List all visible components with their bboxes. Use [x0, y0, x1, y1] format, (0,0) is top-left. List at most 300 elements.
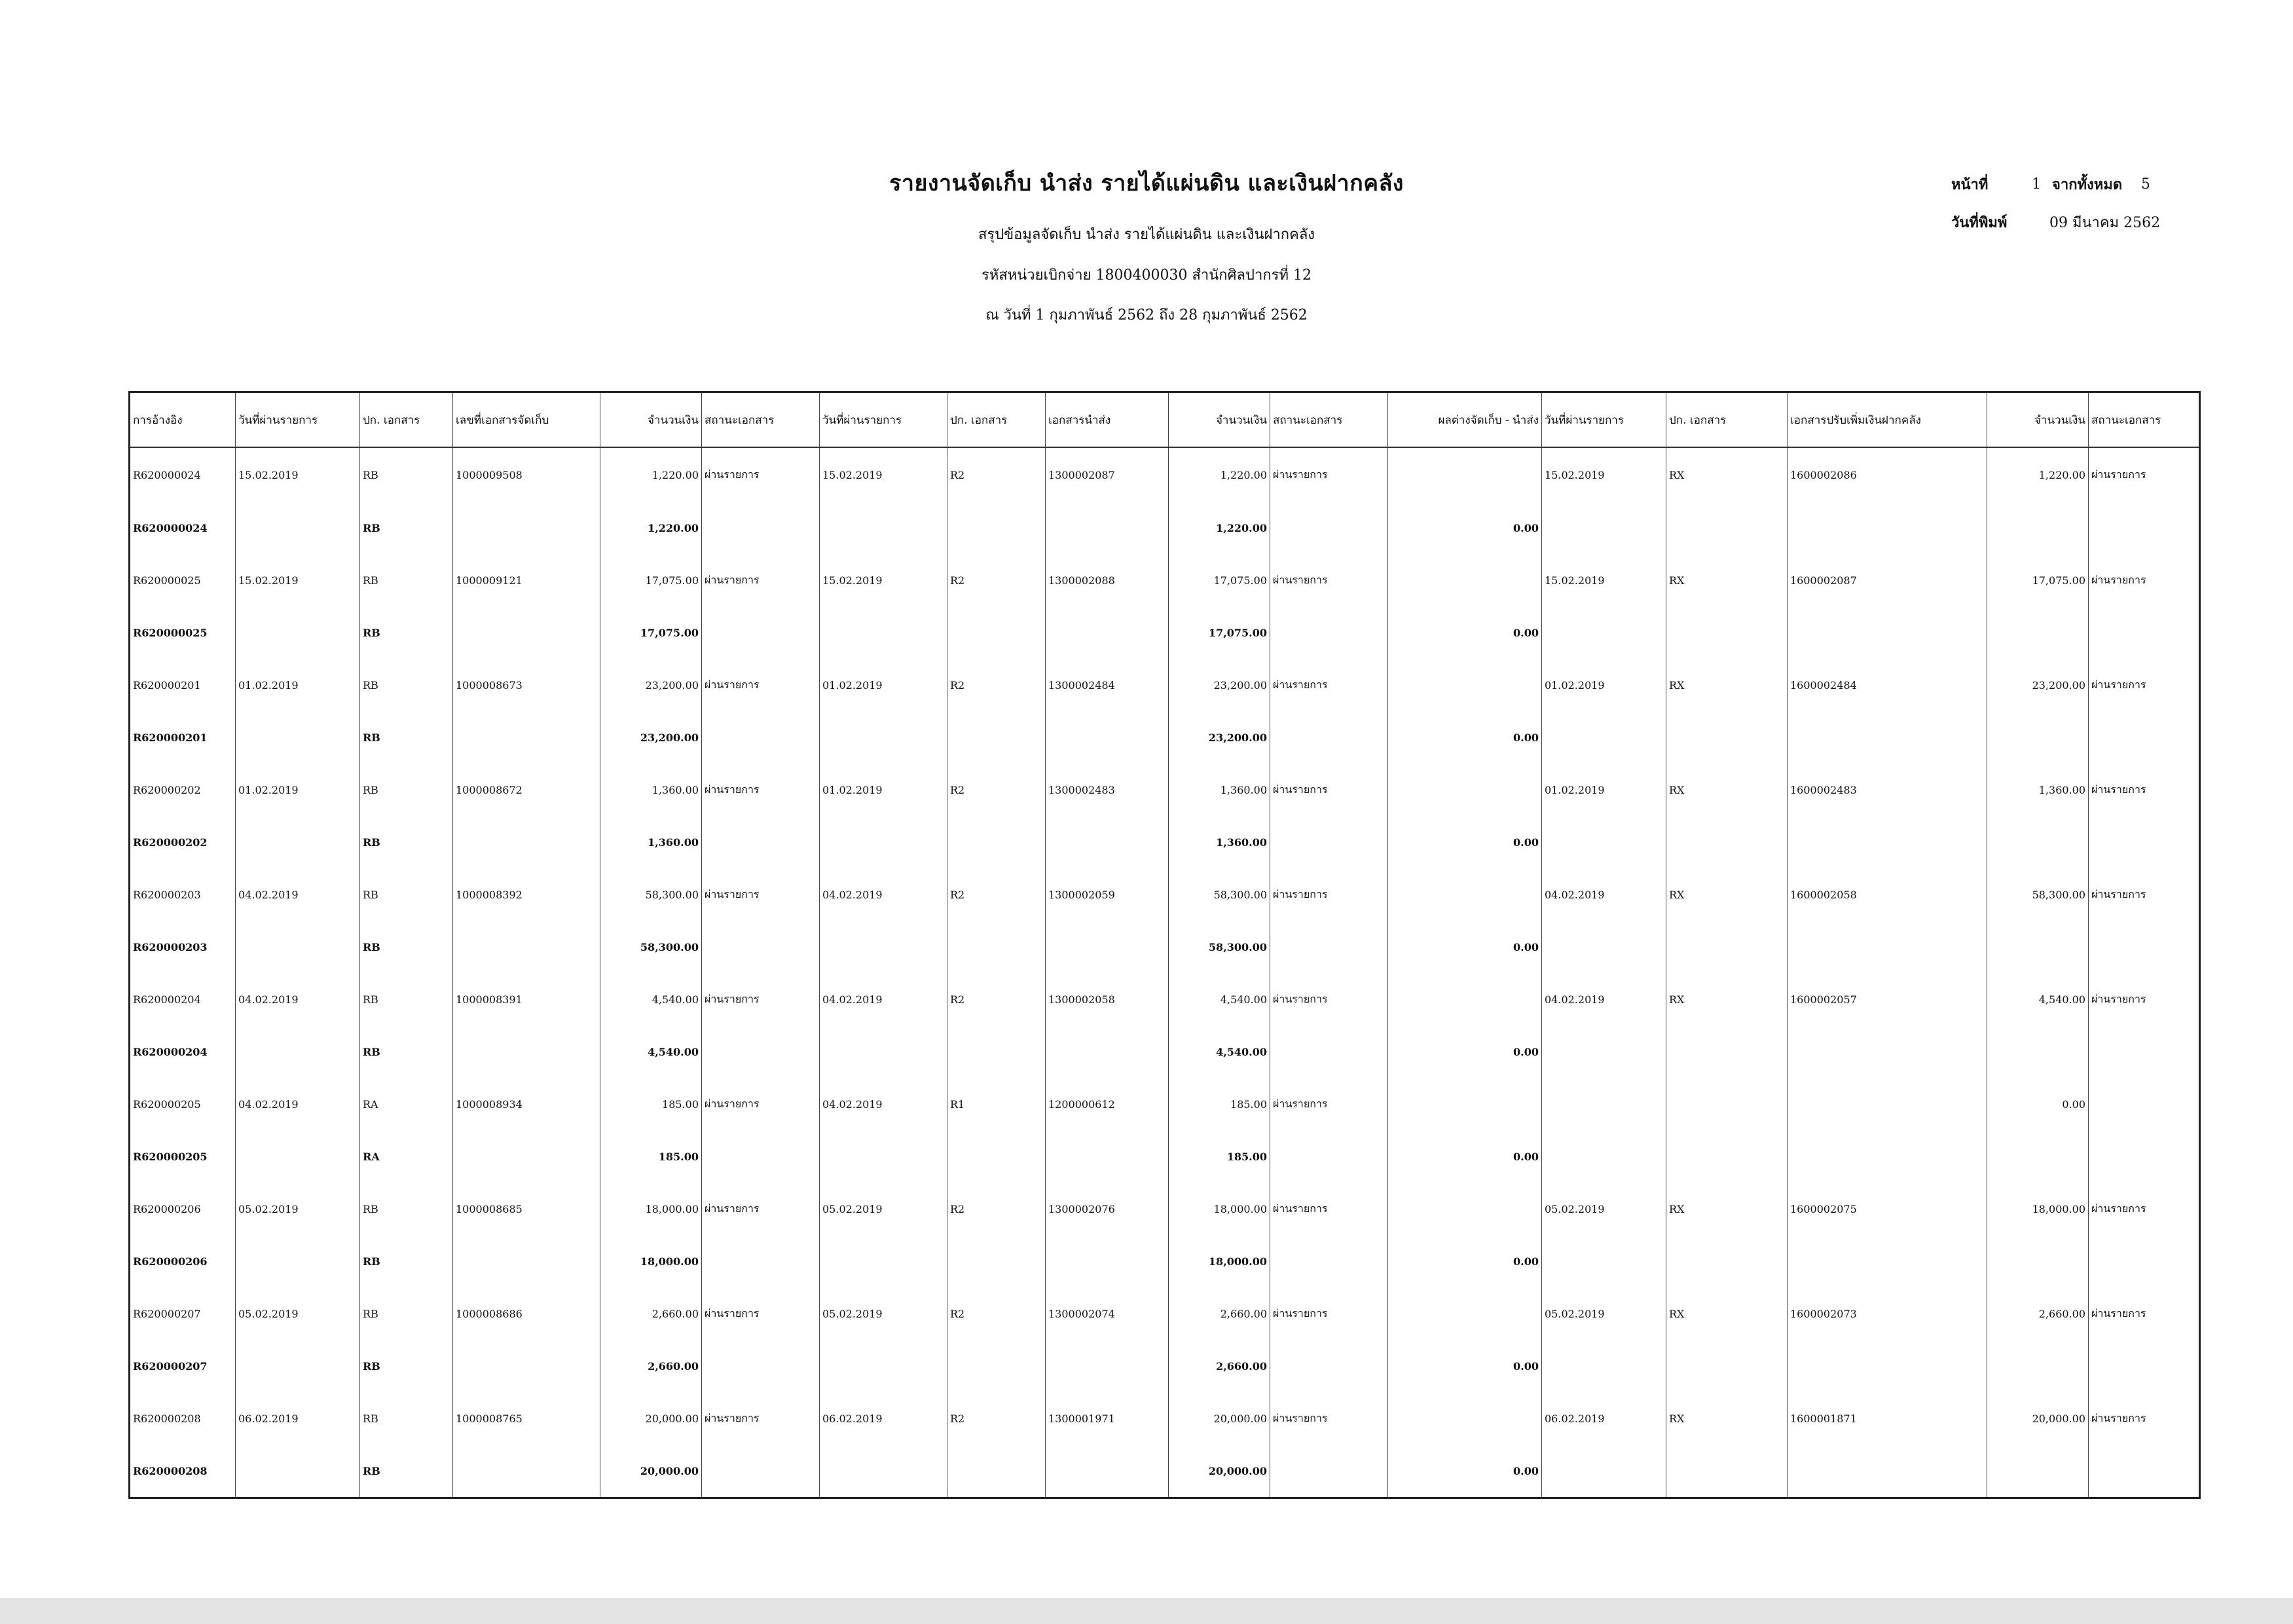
table-cell: R620000202: [130, 764, 236, 816]
table-cell: ผ่านรายการ: [2089, 868, 2200, 921]
table-cell: RB: [360, 1235, 453, 1287]
table-cell: [1388, 1183, 1542, 1235]
table-cell: [1788, 921, 1987, 973]
table-cell: 1600002086: [1788, 447, 1987, 502]
table-cell: [702, 1130, 820, 1183]
report-subtitle: สรุปข้อมูลจัดเก็บ นำส่ง รายได้แผ่นดิน และเงินฝากคลัง: [978, 227, 1315, 243]
table-cell: ผ่านรายการ: [702, 554, 820, 606]
table-cell: ผ่านรายการ: [702, 659, 820, 711]
table-cell: R620000203: [130, 868, 236, 921]
table-cell: [1046, 711, 1169, 764]
table-cell: 1,360.00: [1987, 764, 2089, 816]
table-cell: [2089, 816, 2200, 868]
table-cell: R620000204: [130, 973, 236, 1025]
table-cell: RB: [360, 973, 453, 1025]
table-cell: 4,540.00: [1169, 1025, 1270, 1078]
table-cell: 18,000.00: [1987, 1183, 2089, 1235]
table-cell: R620000207: [130, 1287, 236, 1340]
table-cell: [947, 502, 1046, 554]
table-cell: [453, 606, 600, 659]
table-cell: 01.02.2019: [236, 659, 360, 711]
table-cell: RX: [1666, 659, 1788, 711]
table-cell: [1542, 921, 1666, 973]
table-cell: [236, 1340, 360, 1392]
table-cell: [947, 1025, 1046, 1078]
table-cell: 1200000612: [1046, 1078, 1169, 1130]
table-cell: 0.00: [1388, 502, 1542, 554]
table-cell: [453, 711, 600, 764]
table-cell: 1000008391: [453, 973, 600, 1025]
subtotal-row: [130, 1445, 2200, 1498]
table-cell: 15.02.2019: [820, 447, 947, 502]
table-cell: R2: [947, 1287, 1046, 1340]
table-cell: [453, 816, 600, 868]
table-cell: 1000008673: [453, 659, 600, 711]
table-cell: 1000008672: [453, 764, 600, 816]
disbursement-unit: รหัสหน่วยเบิกจ่าย 1800400030 สำนักศิลปากรที่ 12: [981, 267, 1312, 284]
table-cell: 2,660.00: [600, 1340, 702, 1392]
table-cell: ผ่านรายการ: [702, 1078, 820, 1130]
table-cell: RA: [360, 1130, 453, 1183]
table-cell: 23,200.00: [1169, 711, 1270, 764]
table-cell: [1788, 1078, 1987, 1130]
subtotal-row: [130, 1130, 2200, 1183]
table-cell: [947, 921, 1046, 973]
table-cell: R2: [947, 973, 1046, 1025]
table-cell: 4,540.00: [1987, 973, 2089, 1025]
table-cell: 1000009508: [453, 447, 600, 502]
table-cell: [820, 921, 947, 973]
table-cell: ผ่านรายการ: [1270, 868, 1388, 921]
table-cell: ผ่านรายการ: [1270, 1392, 1388, 1445]
table-cell: R2: [947, 1392, 1046, 1445]
table-cell: [1666, 1235, 1788, 1287]
table-cell: ผ่านรายการ: [2089, 1392, 2200, 1445]
table-cell: RB: [360, 764, 453, 816]
col-header-deposit-adjust-doc: เอกสารปรับเพิ่มเงินฝากคลัง: [1788, 392, 1987, 448]
table-cell: 58,300.00: [600, 868, 702, 921]
table-cell: [236, 711, 360, 764]
table-cell: R620000208: [130, 1392, 236, 1445]
table-cell: RB: [360, 447, 453, 502]
table-cell: 0.00: [1388, 711, 1542, 764]
table-cell: 1300002074: [1046, 1287, 1169, 1340]
table-cell: 04.02.2019: [236, 868, 360, 921]
table-cell: 1,220.00: [1987, 447, 2089, 502]
table-row: [130, 447, 2200, 502]
table-cell: [1388, 1392, 1542, 1445]
table-cell: [1666, 816, 1788, 868]
table-cell: [453, 502, 600, 554]
table-row: [130, 1078, 2200, 1130]
total-pages: 5: [2141, 175, 2150, 193]
table-cell: 15.02.2019: [1542, 554, 1666, 606]
table-cell: 0.00: [1388, 1025, 1542, 1078]
table-cell: 1000008934: [453, 1078, 600, 1130]
table-cell: 23,200.00: [1987, 659, 2089, 711]
table-cell: 04.02.2019: [820, 973, 947, 1025]
table-cell: [236, 502, 360, 554]
table-cell: [1788, 1340, 1987, 1392]
table-cell: RX: [1666, 868, 1788, 921]
table-cell: [1987, 1025, 2089, 1078]
table-cell: ผ่านรายการ: [702, 973, 820, 1025]
table-cell: 1600002483: [1788, 764, 1987, 816]
table-cell: R620000205: [130, 1130, 236, 1183]
table-cell: R620000206: [130, 1183, 236, 1235]
table-cell: 2,660.00: [600, 1287, 702, 1340]
table-cell: 4,540.00: [600, 1025, 702, 1078]
print-date: 09 มีนาคม 2562: [2049, 214, 2161, 231]
table-cell: [1046, 606, 1169, 659]
table-cell: R620000204: [130, 1025, 236, 1078]
subtotal-row: [130, 1340, 2200, 1392]
table-cell: RB: [360, 921, 453, 973]
table-row: [130, 973, 2200, 1025]
table-cell: [947, 816, 1046, 868]
table-cell: 05.02.2019: [820, 1183, 947, 1235]
table-cell: [1270, 1445, 1388, 1498]
subtotal-row: [130, 502, 2200, 554]
table-cell: [1542, 1078, 1666, 1130]
table-cell: RB: [360, 868, 453, 921]
table-cell: 1300002484: [1046, 659, 1169, 711]
table-cell: [2089, 1340, 2200, 1392]
table-cell: 1,220.00: [1169, 502, 1270, 554]
table-cell: [1270, 1235, 1388, 1287]
table-cell: R2: [947, 447, 1046, 502]
table-cell: 1,360.00: [1169, 764, 1270, 816]
table-cell: 20,000.00: [600, 1445, 702, 1498]
table-cell: [1666, 1130, 1788, 1183]
table-cell: [453, 1130, 600, 1183]
table-cell: [236, 921, 360, 973]
table-cell: [1270, 816, 1388, 868]
table-cell: [2089, 1235, 2200, 1287]
table-cell: 15.02.2019: [236, 447, 360, 502]
table-cell: [1270, 1025, 1388, 1078]
table-cell: [453, 1025, 600, 1078]
table-cell: ผ่านรายการ: [1270, 973, 1388, 1025]
table-cell: 01.02.2019: [1542, 659, 1666, 711]
report-body: [130, 447, 2200, 1498]
table-cell: [702, 921, 820, 973]
col-header-amount-3: จำนวนเงิน: [1987, 392, 2089, 448]
table-cell: [1666, 1445, 1788, 1498]
table-cell: [820, 816, 947, 868]
table-cell: 1300002059: [1046, 868, 1169, 921]
table-cell: R620000201: [130, 659, 236, 711]
table-cell: 17,075.00: [1169, 554, 1270, 606]
table-cell: [1046, 1340, 1169, 1392]
table-cell: [702, 606, 820, 659]
table-cell: [820, 1235, 947, 1287]
table-cell: 15.02.2019: [1542, 447, 1666, 502]
table-cell: R620000024: [130, 502, 236, 554]
table-cell: [1788, 1130, 1987, 1183]
table-cell: RB: [360, 1183, 453, 1235]
subtotal-row: [130, 816, 2200, 868]
table-cell: [947, 1235, 1046, 1287]
table-cell: [1987, 606, 2089, 659]
table-cell: 04.02.2019: [820, 1078, 947, 1130]
table-cell: 1000008765: [453, 1392, 600, 1445]
date-range: ณ วันที่ 1 กุมภาพันธ์ 2562 ถึง 28 กุมภาพันธ์ 2562: [985, 307, 1308, 323]
table-cell: [1666, 1340, 1788, 1392]
table-cell: 58,300.00: [1987, 868, 2089, 921]
table-cell: 58,300.00: [600, 921, 702, 973]
table-cell: ผ่านรายการ: [702, 764, 820, 816]
table-cell: [1788, 816, 1987, 868]
table-cell: RB: [360, 502, 453, 554]
table-cell: R620000207: [130, 1340, 236, 1392]
table-cell: [1542, 1025, 1666, 1078]
table-cell: [1270, 711, 1388, 764]
table-cell: 4,540.00: [1169, 973, 1270, 1025]
table-cell: ผ่านรายการ: [702, 1392, 820, 1445]
table-cell: [702, 1025, 820, 1078]
table-cell: 185.00: [1169, 1078, 1270, 1130]
table-cell: 17,075.00: [1169, 606, 1270, 659]
table-cell: R620000205: [130, 1078, 236, 1130]
table-cell: [1987, 502, 2089, 554]
table-cell: [1270, 1130, 1388, 1183]
table-cell: 1,360.00: [600, 764, 702, 816]
table-cell: [1542, 711, 1666, 764]
table-cell: 01.02.2019: [820, 659, 947, 711]
col-header-amount: จำนวนเงิน: [600, 392, 702, 448]
table-cell: 1,220.00: [600, 447, 702, 502]
table-cell: [236, 606, 360, 659]
table-row: [130, 659, 2200, 711]
table-cell: [1666, 502, 1788, 554]
table-cell: RX: [1666, 973, 1788, 1025]
table-cell: [702, 1340, 820, 1392]
table-cell: 2,660.00: [1169, 1287, 1270, 1340]
table-cell: 1300002076: [1046, 1183, 1169, 1235]
subtotal-row: [130, 711, 2200, 764]
table-cell: 0.00: [1388, 1445, 1542, 1498]
table-cell: [820, 1130, 947, 1183]
table-row: [130, 1183, 2200, 1235]
table-cell: 01.02.2019: [1542, 764, 1666, 816]
table-cell: [1388, 764, 1542, 816]
table-cell: [2089, 921, 2200, 973]
table-cell: [1542, 1130, 1666, 1183]
table-cell: [702, 502, 820, 554]
table-cell: [1788, 1235, 1987, 1287]
table-cell: RX: [1666, 764, 1788, 816]
table-cell: ผ่านรายการ: [2089, 659, 2200, 711]
table-cell: 1600002484: [1788, 659, 1987, 711]
total-label: จากทั้งหมด: [2052, 175, 2123, 193]
table-cell: [2089, 1130, 2200, 1183]
table-cell: 05.02.2019: [820, 1287, 947, 1340]
table-cell: [236, 1025, 360, 1078]
table-cell: 1600002073: [1788, 1287, 1987, 1340]
table-cell: [1388, 659, 1542, 711]
table-cell: ผ่านรายการ: [1270, 659, 1388, 711]
table-cell: R2: [947, 1183, 1046, 1235]
table-cell: RB: [360, 659, 453, 711]
table-cell: 1,360.00: [600, 816, 702, 868]
table-cell: [2089, 606, 2200, 659]
table-cell: 1000008392: [453, 868, 600, 921]
table-cell: ผ่านรายการ: [2089, 554, 2200, 606]
table-cell: 20,000.00: [1987, 1392, 2089, 1445]
table-cell: 20,000.00: [1169, 1445, 1270, 1498]
table-cell: [1270, 502, 1388, 554]
table-cell: 1600001871: [1788, 1392, 1987, 1445]
subtotal-row: [130, 1235, 2200, 1287]
table-cell: 20,000.00: [1169, 1392, 1270, 1445]
table-cell: RX: [1666, 1392, 1788, 1445]
table-cell: ผ่านรายการ: [702, 447, 820, 502]
table-cell: [1046, 921, 1169, 973]
table-cell: 23,200.00: [600, 659, 702, 711]
table-cell: [820, 606, 947, 659]
col-header-collection-doc-no: เลขที่เอกสารจัดเก็บ: [453, 392, 600, 448]
table-cell: ผ่านรายการ: [2089, 1287, 2200, 1340]
table-cell: [1542, 606, 1666, 659]
print-date-row: [1951, 203, 2160, 241]
table-cell: [2089, 1025, 2200, 1078]
table-cell: 05.02.2019: [1542, 1287, 1666, 1340]
col-header-reference: การอ้างอิง: [130, 392, 236, 448]
table-cell: R2: [947, 554, 1046, 606]
table-cell: [236, 1445, 360, 1498]
table-cell: [1987, 816, 2089, 868]
page-label: หน้าที่: [1951, 175, 1989, 193]
table-cell: 0.00: [1388, 816, 1542, 868]
table-cell: 17,075.00: [600, 554, 702, 606]
table-cell: R620000025: [130, 554, 236, 606]
col-header-posting-date: วันที่ผ่านรายการ: [236, 392, 360, 448]
table-cell: [1270, 1340, 1388, 1392]
table-cell: 05.02.2019: [236, 1183, 360, 1235]
col-header-doc-type-3: ปก. เอกสาร: [1666, 392, 1788, 448]
table-cell: [1388, 554, 1542, 606]
table-cell: 2,660.00: [1987, 1287, 2089, 1340]
table-cell: 05.02.2019: [1542, 1183, 1666, 1235]
header-row: [130, 392, 2200, 448]
table-cell: RB: [360, 554, 453, 606]
table-cell: [820, 1445, 947, 1498]
table-cell: [1542, 816, 1666, 868]
table-cell: RA: [360, 1078, 453, 1130]
table-cell: 18,000.00: [1169, 1235, 1270, 1287]
table-cell: 18,000.00: [600, 1235, 702, 1287]
page-info-row: [1951, 165, 2160, 203]
table-cell: R620000202: [130, 816, 236, 868]
subtotal-row: [130, 921, 2200, 973]
table-cell: [1666, 921, 1788, 973]
table-cell: 1000009121: [453, 554, 600, 606]
table-cell: [1788, 1445, 1987, 1498]
table-cell: [1788, 1025, 1987, 1078]
col-header-doc-type: ปก. เอกสาร: [360, 392, 453, 448]
table-cell: [1388, 1287, 1542, 1340]
table-cell: [820, 1340, 947, 1392]
table-cell: R2: [947, 764, 1046, 816]
table-cell: [1987, 921, 2089, 973]
table-cell: RB: [360, 1392, 453, 1445]
table-cell: 20,000.00: [600, 1392, 702, 1445]
table-cell: [1666, 606, 1788, 659]
table-cell: 06.02.2019: [1542, 1392, 1666, 1445]
table-cell: R1: [947, 1078, 1046, 1130]
table-cell: 17,075.00: [1987, 554, 2089, 606]
table-cell: RX: [1666, 1287, 1788, 1340]
table-cell: 0.00: [1388, 606, 1542, 659]
table-cell: [1788, 606, 1987, 659]
table-cell: [2089, 1078, 2200, 1130]
table-cell: 185.00: [600, 1130, 702, 1183]
table-cell: 1300002483: [1046, 764, 1169, 816]
table-cell: [1388, 973, 1542, 1025]
table-cell: [1987, 1235, 2089, 1287]
table-cell: [1270, 606, 1388, 659]
table-cell: 1600002087: [1788, 554, 1987, 606]
report-table: [128, 391, 2201, 1499]
table-cell: 01.02.2019: [236, 764, 360, 816]
table-cell: ผ่านรายการ: [702, 868, 820, 921]
table-cell: 1,220.00: [600, 502, 702, 554]
table-cell: [947, 606, 1046, 659]
table-cell: [1666, 1025, 1788, 1078]
print-date-label: วันที่พิมพ์: [1951, 213, 2008, 231]
table-cell: 1,220.00: [1169, 447, 1270, 502]
table-row: [130, 1287, 2200, 1340]
table-cell: RB: [360, 1340, 453, 1392]
table-cell: 18,000.00: [600, 1183, 702, 1235]
table-cell: [1987, 1445, 2089, 1498]
col-header-doc-type-2: ปก. เอกสาร: [947, 392, 1046, 448]
table-cell: 23,200.00: [1169, 659, 1270, 711]
table-cell: 1000008686: [453, 1287, 600, 1340]
table-cell: [1046, 502, 1169, 554]
table-cell: RB: [360, 606, 453, 659]
table-cell: 1600002058: [1788, 868, 1987, 921]
table-row: [130, 868, 2200, 921]
table-cell: ผ่านรายการ: [1270, 554, 1388, 606]
table-cell: 58,300.00: [1169, 921, 1270, 973]
col-header-difference: ผลต่างจัดเก็บ - นำส่ง: [1388, 392, 1542, 448]
report-title: รายงานจัดเก็บ นำส่ง รายได้แผ่นดิน และเงินฝากคลัง: [889, 170, 1404, 196]
table-cell: 04.02.2019: [236, 973, 360, 1025]
table-cell: [1987, 1130, 2089, 1183]
table-cell: [1542, 1235, 1666, 1287]
table-cell: 23,200.00: [600, 711, 702, 764]
table-cell: R620000208: [130, 1445, 236, 1498]
table-cell: R2: [947, 868, 1046, 921]
table-cell: RX: [1666, 447, 1788, 502]
table-cell: [947, 711, 1046, 764]
col-header-posting-date-2: วันที่ผ่านรายการ: [820, 392, 947, 448]
table-cell: [1046, 1235, 1169, 1287]
table-cell: ผ่านรายการ: [1270, 1078, 1388, 1130]
table-cell: RB: [360, 1287, 453, 1340]
table-cell: RX: [1666, 1183, 1788, 1235]
table-cell: [453, 1445, 600, 1498]
table-cell: [702, 711, 820, 764]
table-cell: [820, 1025, 947, 1078]
table-cell: [1987, 711, 2089, 764]
table-cell: 185.00: [1169, 1130, 1270, 1183]
table-cell: [236, 1130, 360, 1183]
table-cell: 1600002075: [1788, 1183, 1987, 1235]
table-cell: [947, 1130, 1046, 1183]
